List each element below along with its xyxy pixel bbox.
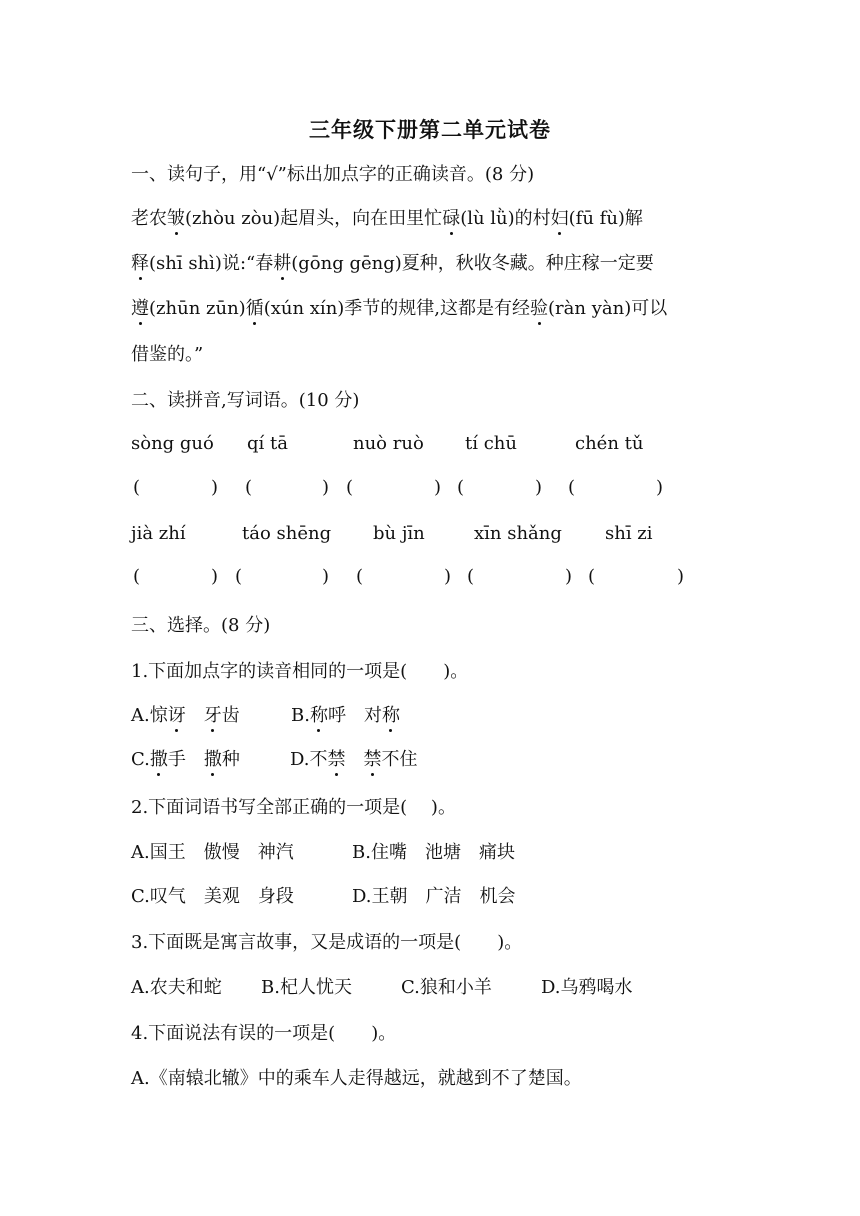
pinyin: sòng guó bbox=[131, 433, 214, 454]
pinyin: xīn shǎng bbox=[474, 523, 562, 544]
paren-open: ( bbox=[356, 566, 364, 587]
pinyin: shī zi bbox=[605, 523, 653, 544]
dotted-char: 牙 bbox=[204, 701, 222, 727]
paren-close: ) bbox=[434, 477, 442, 498]
text: 老农 bbox=[131, 208, 167, 229]
question-4: 4.下面说法有误的一项是( )。 bbox=[131, 1023, 397, 1044]
text: (fū fù)解 bbox=[568, 208, 643, 229]
paren-close: ) bbox=[322, 477, 330, 498]
text: (zhūn zūn) bbox=[149, 298, 246, 319]
paren-open: ( bbox=[588, 566, 596, 587]
paren-open: ( bbox=[467, 566, 475, 587]
q2-option-a: A.国王 傲慢 神汽 bbox=[131, 842, 294, 863]
q1-option-b bbox=[291, 701, 400, 727]
dotted-char: 遵 bbox=[131, 294, 149, 320]
paren-open: ( bbox=[245, 477, 253, 498]
text: (zhòu zòu)起眉头，向在田里忙 bbox=[185, 208, 443, 229]
paren-open: ( bbox=[133, 566, 141, 587]
text: B. bbox=[291, 705, 310, 726]
dotted-char: 碌 bbox=[442, 204, 460, 230]
section2-heading: 二、读拼音,写词语。(10 分) bbox=[131, 390, 360, 411]
paren-close: ) bbox=[677, 566, 685, 587]
dotted-char: 皱 bbox=[167, 204, 185, 230]
pinyin: táo shēng bbox=[242, 523, 332, 544]
dotted-char: 验 bbox=[530, 294, 548, 320]
paren-open: ( bbox=[235, 566, 243, 587]
q3-option-c: C.狼和小羊 bbox=[401, 977, 492, 998]
question-3: 3.下面既是寓言故事，又是成语的一项是( )。 bbox=[131, 932, 523, 953]
section3-heading: 三、选择。(8 分) bbox=[131, 615, 271, 636]
dotted-char: 耕 bbox=[273, 249, 291, 275]
q1-option-a bbox=[131, 701, 240, 727]
text: A.惊 bbox=[131, 705, 168, 726]
pinyin: nuò ruò bbox=[353, 433, 424, 454]
q2-option-b: B.住嘴 池塘 痛块 bbox=[352, 842, 515, 863]
text: D.不 bbox=[290, 749, 328, 770]
text: 呼 对 bbox=[327, 705, 382, 726]
dotted-char: 禁 bbox=[364, 745, 382, 771]
dotted-char: 称 bbox=[310, 701, 328, 727]
q4-option-a: A.《南辕北辙》中的乘车人走得越远，就越到不了楚国。 bbox=[131, 1068, 582, 1089]
q3-option-b: B.杞人忧天 bbox=[261, 977, 352, 998]
text: 手 bbox=[167, 749, 204, 770]
q1-option-d bbox=[290, 745, 418, 771]
text: (ràn yàn)可以 bbox=[548, 298, 668, 319]
text bbox=[186, 705, 204, 726]
dotted-char: 妇 bbox=[551, 204, 569, 230]
paren-close: ) bbox=[656, 477, 664, 498]
text: 不住 bbox=[381, 749, 418, 770]
paren-open: ( bbox=[346, 477, 354, 498]
text: C. bbox=[131, 749, 150, 770]
dotted-char: 讶 bbox=[168, 701, 186, 727]
text: 齿 bbox=[221, 705, 240, 726]
text: (shī shì)说:“春 bbox=[149, 253, 274, 274]
paren-close: ) bbox=[211, 566, 219, 587]
page-title: 三年级下册第二单元试卷 bbox=[309, 117, 551, 142]
question-2: 2.下面词语书写全部正确的一项是( )。 bbox=[131, 797, 456, 818]
dotted-char: 撒 bbox=[150, 745, 168, 771]
section1-line1 bbox=[131, 204, 643, 230]
pinyin: qí tā bbox=[247, 433, 288, 454]
dotted-char: 撒 bbox=[204, 745, 222, 771]
dotted-char: 禁 bbox=[328, 745, 346, 771]
q1-option-c bbox=[131, 745, 240, 771]
paren-close: ) bbox=[535, 477, 543, 498]
q2-option-c: C.叹气 美观 身段 bbox=[131, 886, 294, 907]
pinyin: bù jīn bbox=[373, 523, 425, 544]
paren-close: ) bbox=[322, 566, 330, 587]
text: (gōng gēng)夏种，秋收冬藏。种庄稼一定要 bbox=[291, 253, 654, 274]
paren-close: ) bbox=[211, 477, 219, 498]
dotted-char: 循 bbox=[246, 294, 264, 320]
text bbox=[346, 749, 364, 770]
q2-option-d: D.王朝 广洁 机会 bbox=[352, 886, 516, 907]
section1-line2 bbox=[131, 249, 654, 275]
text: (xún xín)季节的规律,这都是有经 bbox=[263, 298, 531, 319]
paren-open: ( bbox=[457, 477, 465, 498]
question-1: 1.下面加点字的读音相同的一项是( )。 bbox=[131, 661, 469, 682]
paren-close: ) bbox=[565, 566, 573, 587]
pinyin: jià zhí bbox=[131, 523, 186, 544]
text: (lù lǜ)的村 bbox=[460, 208, 551, 229]
paren-open: ( bbox=[568, 477, 576, 498]
text: 种 bbox=[221, 749, 240, 770]
section1-line4: 借鉴的。” bbox=[131, 344, 204, 365]
paren-open: ( bbox=[133, 477, 141, 498]
section1-line3 bbox=[131, 294, 667, 320]
dotted-char: 释 bbox=[131, 249, 149, 275]
q3-option-a: A.农夫和蛇 bbox=[131, 977, 222, 998]
q3-option-d: D.乌鸦喝水 bbox=[541, 977, 633, 998]
dotted-char: 称 bbox=[382, 701, 400, 727]
pinyin: chén tǔ bbox=[575, 433, 644, 454]
pinyin: tí chū bbox=[465, 433, 517, 454]
section1-heading: 一、读句子，用“√”标出加点字的正确读音。(8 分) bbox=[131, 164, 535, 185]
paren-close: ) bbox=[444, 566, 452, 587]
